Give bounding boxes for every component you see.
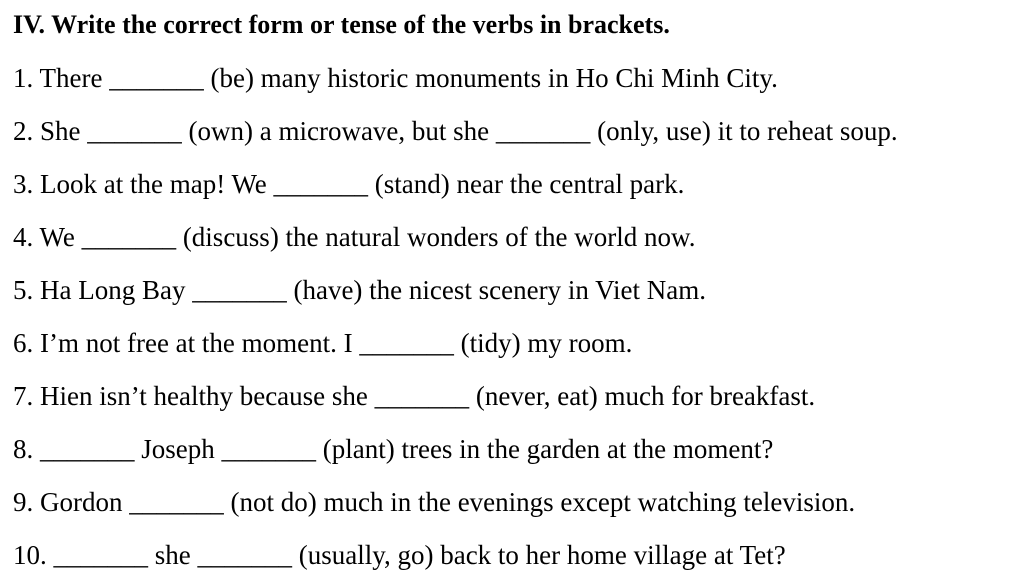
exercise-title: IV. Write the correct form or tense of the verbs in brackets. (13, 10, 670, 39)
exercise-item-8: 8. _______ Joseph _______ (plant) trees in the garden at the moment? (13, 434, 774, 464)
exercise-item-1: 1. There _______ (be) many historic monuments in Ho Chi Minh City. (13, 63, 778, 93)
exercise-item-4: 4. We _______ (discuss) the natural wonders of the world now. (13, 222, 696, 252)
exercise-item-5: 5. Ha Long Bay _______ (have) the nicest scenery in Viet Nam. (13, 275, 706, 305)
exercise-item-9: 9. Gordon _______ (not do) much in the evenings except watching television. (13, 487, 856, 517)
exercise-item-2: 2. She _______ (own) a microwave, but she _______ (only, use) it to reheat soup. (13, 116, 898, 146)
exercise-item-10: 10. _______ she _______ (usually, go) back to her home village at Tet? (13, 540, 786, 570)
exercise-item-6: 6. I’m not free at the moment. I _______ (tidy) my room. (13, 328, 633, 358)
exercise-item-3: 3. Look at the map! We _______ (stand) near the central park. (13, 169, 685, 199)
exercise-item-7: 7. Hien isn’t healthy because she _______ (never, eat) much for breakfast. (13, 381, 816, 411)
